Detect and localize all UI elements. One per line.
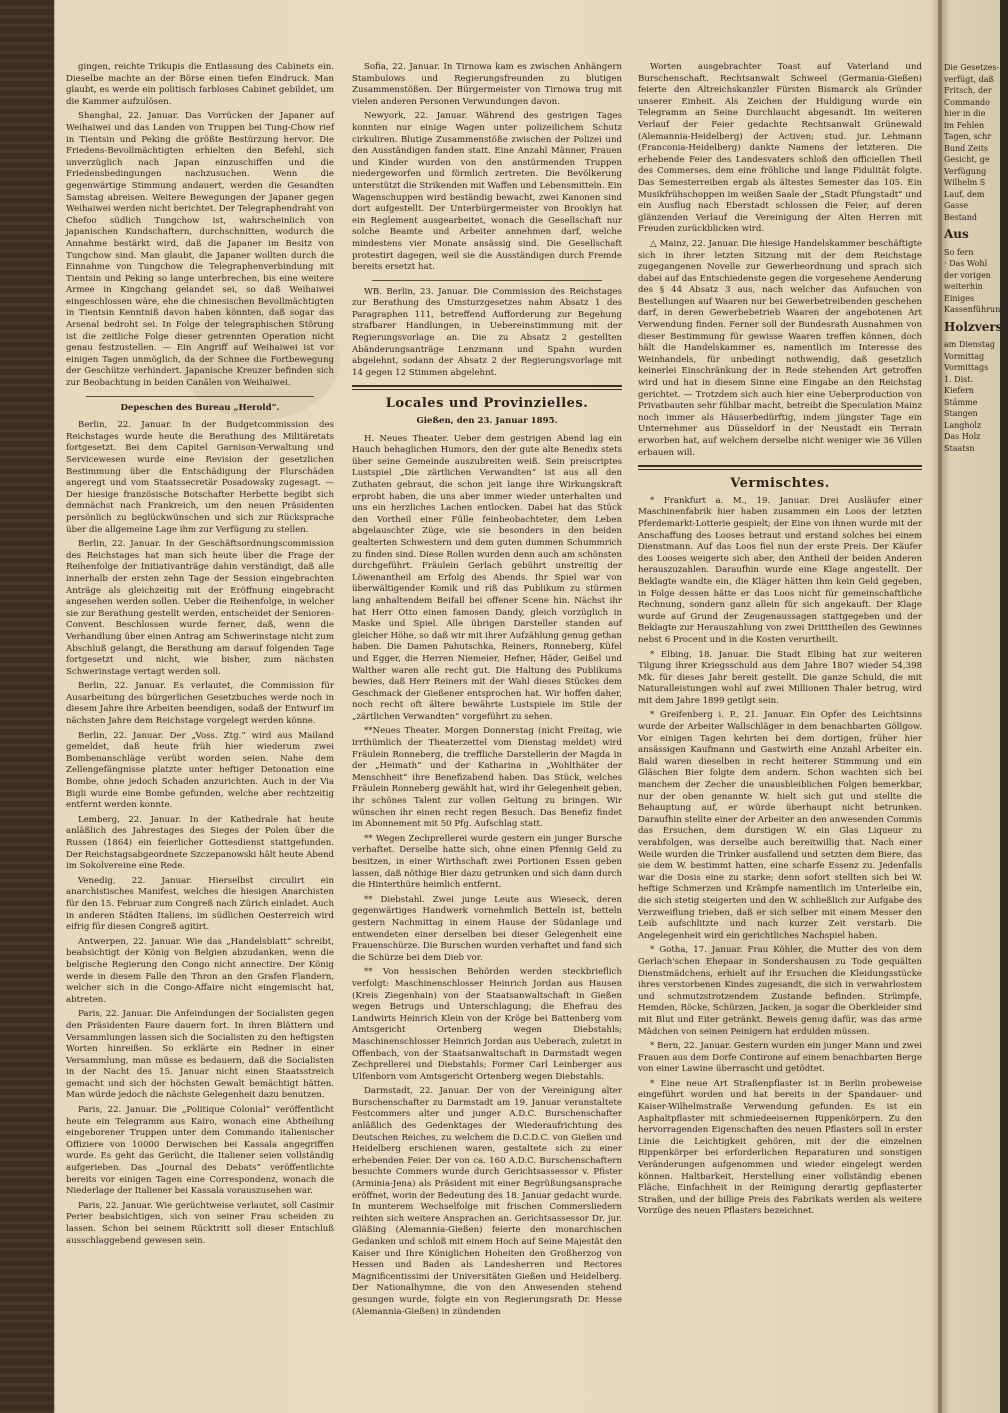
strip-line: Commando bbox=[944, 97, 990, 107]
strip-line: 1. Dist. bbox=[944, 374, 974, 384]
page-fold-edge bbox=[938, 0, 942, 1413]
article-paris-2: Paris, 22. Januar. Die „Politique Colonial“ veröffentlicht heute ein Telegramm aus Kairo, wonach eine Abtheilung eingeborener Truppen unter dem Commando italienischer Offiziere von 10000 Derwischen bei Kassala angegriffen wurde. Es geht das Gerücht, die Italiener seien vollständig aufgerieben. Das „Journal des Debats“ veröffentlichte bereits vor einigen Tagen eine Correspondenz, wonach die Niederlage der Italiener bei Kassala vorauszusehen war. bbox=[66, 1105, 334, 1197]
article-theater-1: H. Neues Theater. Ueber dem gestrigen Abend lag ein Hauch behaglichen Humors, den der gute alte Benedix stets über seine Gemeinde auszubreiten weiß. Sein preiscriptes Lustspiel „Die zärtlichen Verwandten“ ist aus all den Zuthaten gebraut, die schon jeit lange ihre Wirkungskraft erprobt haben, die uns aber immer wieder unterhalten und uns ein herzliches Lachen entlocken. Dabei hat das Stück den Vortheil einer Fülle feinbeobachteter, dem Leben abgelauschter Züge, wie sie besonders in den beiden gealterten Schwestern und dem guten dummen Schummrich zu finden sind. Diese Rollen wurden denn auch am schönsten durchgeführt. Fräulein Gerlach gebührt unstreitig der Löwenantheil am Erfolg des Abends. Ihr Spiel war von überwältigender Komik und riß das Publikum zu stürmen lang anhaltendem Beifall bei offener Scene hin. Nächst ihr hat Herr Otto einen famosen Dandy, gleich vorzüglich in Maske und Spiel. Alle übrigen Darsteller standen auf gleicher Höhe, so daß wir mit ihrer Aufzählung genug gethan haben. Die Damen Pahutschka, Reiners, Ronneberg, Küfel und Egger, die Herren Niemeier, Hefner, Häder, Geißel und Walther waren alle recht gut. Die Haltung des Publikums bewies, daß Herr Reiners mit der Wahl dieses Stückes dem Geschmack der Gießener entsprochen hat. Wir hoffen daher, noch recht oft ältere bewährte Lustspiele im Stile der „zärtlichen Verwandten“ vorgeführt zu sehen. bbox=[352, 433, 622, 722]
strip-line: Einiges bbox=[944, 293, 975, 303]
strip-line: Die Gesetzes- bbox=[944, 63, 1000, 72]
article-bern: * Bern, 22. Januar. Gestern wurden ein junger Mann und zwei Frauen aus dem Dorfe Contirone auf einem benachbarten Berge von einer Lawine überrascht und getödtet. bbox=[638, 1041, 922, 1075]
strip-line: verfügt, daß bbox=[944, 74, 994, 84]
heading-depeschen: Depeschen des Bureau „Herold“. bbox=[120, 402, 280, 413]
strip-line: Das Holz bbox=[944, 432, 981, 441]
article-diebstahl: ** Diebstahl. Zwei junge Leute aus Wieseck, deren gegenwärtiges Handwerk vornehmlich Betteln ist, betteln gestern Nachmittag in einem Hause der Südanlage und entwendeten einer derselben bei dieser Gelegenheit eine Frauenschürze. Die Burschen wurden verhaftet und fand sich die Schürze bei dem Dieb vor. bbox=[352, 894, 622, 963]
strip-title-holz: Holzverst bbox=[944, 319, 1008, 334]
article-wb-berlin: WB. Berlin, 23. Januar. Die Commission des Reichstages zur Berathung des Umsturzgesetzes nahm Absatz 1 des Paragraphen 111, betreffend Aufforderung zur Begehung strafbarer Handlungen, in Uebereinstimmung mit der Regierungsvorlage an. Die zu Absatz 2 gestellten Abänderungsanträge Lenzmann und Spahn wurden abgelehnt, sodann der Absatz 2 der Regierungsvorlage mit 14 gegen 12 Stimmen abgelehnt. bbox=[352, 286, 622, 378]
column-1 bbox=[66, 62, 334, 1250]
dateline-giessen: Gießen, den 23. Januar 1895. bbox=[416, 416, 558, 427]
article-berlin-3: Berlin, 22. Januar. Es verlautet, die Commission für Ausarbeitung des bürgerlichen Gesetzbuches werde noch in diesem Jahre ihre Arbeiten beendigen, sodaß der Entwurf im nächsten Jahre dem Reichstage vorgelegt werden könne. bbox=[66, 681, 334, 727]
double-rule bbox=[638, 465, 922, 470]
strip-line: Lauf, dem bbox=[944, 189, 985, 199]
article-frankfurt: * Frankfurt a. M., 19. Januar. Drei Ausläufer einer Maschinenfabrik hier haben zusammen ein Loos der letzten Pferdemarkt-Lotterie gespielt; der Eine von ihnen wurde mit der Anschaffung des Looses betraut und erstand solches bei einem Dienstmann. Auf das Loos fiel nun der erste Preis. Der Käufer des Looses weigerte sich aber, den Antheil der beiden Anderen herauszuzahlen. Daraufhin wurde eine Klage angestellt. Der Beklagte wandte ein, die Kläger hätten ihm kein Geld gegeben, in Folge dessen hätte er das Loos nicht für gemeinschaftliche Rechnung, sondern ganz allein für sich angekauft. Der Klage wurde auf Grund der Zeugenaussagen stattgegeben und der Beklagte zur Herauszahlung von zwei Dritttheilen des Gewinnes nebst 6 Procent und in die Kosten verurtheilt. bbox=[638, 495, 922, 645]
strip-line: Stangen bbox=[944, 409, 978, 418]
article-greifenberg: * Greifenberg i. P., 21. Januar. Ein Opfer des Leichtsinns wurde der Arbeiter Wallschläger in dem benachbarten Göllgow. Vor einigen Tagen kehrten bei dem dortigen, früher hier ansässigen Kaufmann und Gastwirth eine Anzahl Arbeiter ein. Bald waren dieselben in recht heiterer Stimmung und ein Gläschen Bier folgte dem andern. Schon wachten sich bei manchem der Zecher die unausbleiblichen Folgen bemerkbar, nur der oben genannte W. hielt sich gut und stellte die Behauptung auf, er würde überhaupt nicht betrunken. Daraufhin stellte einer der Arbeiter an den anwesenden Commis das Ersuchen, dem durstigen W. ein Glas Liqueur zu verabfolgen, was derselbe auch bereitwillig that. Nach einer Weile wurden die Trinker ausfallend und setzten dem Biere, das sie dem W. bestimmt hatten, eine scharfe Essenz zu. Jedenfalls war die Dosis eine zu starke; denn sofort stellten sich bei W. heftige Schmerzen und Krämpfe namentlich im Unterleibe ein, die sich stetig steigerten und den W. schließlich zur Aufgabe des Verzweiflung trieben, daß er sich selber mit einem Messer den Leib aufschlitzte und nach kurzer Zeit verstarb. Die Angelegenheit wird ein gerichtliches Nachspiel haben. bbox=[638, 710, 922, 941]
article-lemberg: Lemberg, 22. Januar. In der Kathedrale hat heute anläßlich des Jahrestages des Sieges der Polen über die Russen (1864) ein feierlicher Gottesdienst stattgefunden. Der Reichstagsabgeordnete Szczepanowski hält heute Abend im Sokolvereine eine Rede. bbox=[66, 814, 334, 872]
divider bbox=[86, 396, 314, 397]
article-steckbrief: ** Von hessischen Behörden werden steckbrieflich verfolgt: Maschinenschlosser Heinrich Jordan aus Hausen (Kreis Ziegenhain) von der Staatsanwaltschaft in Gießen wegen Betrugs und Unterschlagung; die Ehefrau des Landwirts Heinrich Klein von der Kröge bei Battenberg vom Amtsgericht Ortenberg wegen Diebstahls; Maschinenschlosser Heinrich Jordan aus Ueberach, zuletzt in Offenbach, von der Staatsanwaltschaft in Darmstadt wegen Zechprellerei und Diebstahls; Former Carl Leinberger aus Ulfenborn vom Amtsgericht Ortenberg wegen Diebstahls. bbox=[352, 967, 622, 1082]
article-strassenpflaster: * Eine neue Art Straßenpflaster ist in Berlin probeweise eingeführt worden und hat bereits in der Spandauer- und Kaiser-Wilhelmstraße Verwendung gefunden. Es ist ein Asphaltpflaster mit schmiedeeisernen Rippenkörpern. Zu den hervorragenden Eigenschaften des neuen Pflasters soll in erster Linie die Leichtigkeit gehören, mit der die einzelnen Rippenkörper bei erforderlichen Reparaturen und sonstigen Veränderungen aufgenommen und wieder eingelegt werden können. Haltbarkeit, Herstellung einer vollständig ebenen Fläche, Einfachheit in der Reinigung derartig gepflasterter Straßen, und der billige Preis des Fabrikats werden als weitere Vorzüge des neuen Pflasters bezeichnet. bbox=[638, 1078, 922, 1217]
strip-line: Tagen, schr bbox=[944, 132, 992, 141]
strip-line: Bund Zeits bbox=[944, 143, 989, 153]
strip-line: Vormittag bbox=[944, 351, 985, 361]
article-antwerpen: Antwerpen, 22. Januar. Wie das „Handelsblatt“ schreibt, beabsichtigt der König von Belgien abzudanken, wenn die belgische Regierung den Congo nicht annectire. Der König werde in diesem Falle den Thron an den Grafen Flandern, welcher sich in die Congo-Affaire nicht eingemischt hat, abtreten. bbox=[66, 936, 334, 1005]
double-rule bbox=[352, 385, 622, 390]
article-paris-1: Paris, 22. Januar. Die Anfeindungen der Socialisten gegen den Präsidenten Faure dauern fort. In ihren Blättern und Versammlungen lassen sich die Socialisten zu den heftigsten Worten hinreißen. So erklärte ein Redner in einer Versammlung, man müsse es bedauern, daß die Socialisten in der Nacht des 15. Januar nicht einen Staatsstreich gemacht und sich der höchsten Gewalt bemächtigt hätten. Man würde jedoch die nächste Gelegenheit dazu benutzen. bbox=[66, 1009, 334, 1101]
strip-title-aus: Aus bbox=[944, 227, 969, 241]
strip-line: Kiefern bbox=[944, 386, 974, 395]
article-shanghai: Shanghai, 22. Januar. Das Vorrücken der Japaner auf Weihaiwei und das Landen von Truppen bei Tung-Chow rief in Tientsin und Peking die größte Bestürzung hervor. Die Friedens-Bevollmächtigten erhielten den Befehl, sich unverzüglich nach Japan einzuschiffen und die Friedensbedingungen nachzusuchen. Wenn die gegenwärtige Stimmung andauert, werden die Gesandten Samstag abreisen. Weitere Bewegungen der Japaner gegen Weihaiwei werden nicht berichtet. Der Telegraphendraht von Chefoo südlich Tungchow ist, wahrscheinlich von japanischen Kundschaftern, durchschnitten, wodurch die Annahme bestärkt wird, daß die Japaner im Besitz von Tungchow sind. Man glaubt, die Japaner wollten durch die Einnahme von Tungchow die Telegraphenverbindung mit Tientsin und Peking so lange unterbrechen, bis eine weitere Armee in Kingchang gelandet sei, so daß Weihaiwei eingeschlossen wäre, ehe die chinesischen Bevollmächtigten in Tientsin Kenntniß davon haben könnten, daß sogar das Arsenal bedroht sei. In Folge der telegraphischen Störung ist die zeitliche Folge dieser getrennten Operation nicht genau festzustellen. — Ein Angriff auf Weihaiwei ist vor einigen Tagen unmöglich, da der Schnee die Fortbewegung der Geschütze verhindert. Japanische Kreuzer befinden sich zur Beobachtung in beiden Canälen von Weihaiwei. bbox=[66, 111, 334, 389]
strip-line: Bestand bbox=[944, 212, 977, 222]
strip-line: im Fehlen bbox=[944, 120, 985, 130]
book-binding bbox=[0, 0, 54, 1413]
article-darmstadt: Darmstadt, 22. Januar. Der von der Vereinigung alter Burschenschafter zu Darmstadt am 19. Januar veranstaltete Festcommers alter und junger A.D.C. Burschenschafter anläßlich des Gedenktages der Wiederaufrichtung des Deutschen Reiches, zu welchem die D.C.D.C. von Gießen und Heidelberg erschienen waren, gestaltete sich zu einer erhebenden Feier. Der von ca. 160 A.D.C. Burschenschaftern besuchte Commers wurde durch Gerichtsassessor v. Pfister (Arminia-Jena) als Präsident mit einer Begrüßungsansprache eröffnet, worin der Bedeutung des 18. Januar gedacht wurde. In munterem Wechselfolge mit frischen Commersliedern reihten sich weitere Ansprachen an. Gerichtsassessor Dr. jur. Gläßing (Alemannia-Gießen) feierte den monarchischen Gedanken und schloß mit einem Hoch auf Seine Majestät den Kaiser und Ihre Königlichen Hoheiten den Großherzog von Hessen und Baden als Landesherren und Rectores Magnificentissimi der Universitäten Gießen und Heidelberg. Der Nationalhymne, die von den Anwesenden stehend gesungen wurde, folgte ein von Regierungsrath Dr. Hesse (Alemannia-Gießen) in zündenden bbox=[352, 1086, 622, 1317]
strip-line: Verfügung bbox=[944, 166, 987, 176]
column-2 bbox=[352, 62, 622, 1321]
strip-line: weiterhin bbox=[944, 282, 983, 291]
strip-line: Kassenführung bbox=[944, 305, 1006, 314]
strip-line: Gasse bbox=[944, 201, 969, 210]
article-theater-2: **Neues Theater. Morgen Donnerstag (nicht Freitag, wie irrthümlich der Theaterzettel vom Dienstag meldet) wird Fräulein Ronneberg, die treffliche Darstellerin der Magda in der „Heimath“ und der Katharina in „Wohlthäter der Menschheit“ ihre Benefizabend haben. Das Stück, welches Fräulein Ronneberg gewählt hat, wird ihr Gelegenheit geben, ihr schönes Talent zur vollen Geltung zu bringen. Wir wünschen ihr einen recht regen Besuch. Das Benefiz findet im Abonnement mit 50 Pfg. Aufschlag statt. bbox=[352, 726, 622, 830]
section-locales: Locales und Provinzielles. bbox=[385, 396, 589, 412]
divider bbox=[372, 280, 602, 281]
section-vermischtes: Vermischtes. bbox=[730, 476, 830, 492]
strip-line: der vorigen bbox=[944, 270, 991, 280]
strip-line: Langholz bbox=[944, 420, 982, 430]
strip-line: Stämme bbox=[944, 397, 978, 407]
strip-line: Gesicht, ge bbox=[944, 155, 990, 164]
article-darmstadt-cont: Worten ausgebrachter Toast auf Vaterland und Burschenschaft. Rechtsanwalt Schweel (Germania-Gießen) feierte den Altreichskanzler Fürsten Bismarck als Gründer unserer Einheit. Als Zeichen der Huldigung wurde ein Telegramm an Seine Durchlaucht abgesandt. Im weiteren Verlauf der Feier gedachte Rechtsanwalt Grünewald (Alemannia-Heidelberg) der Activen; stud. jur. Lehmann (Franconia-Heidelberg) dankte Namens der letzteren. Die erhebende Feier des Landesvaters schloß den officiellen Theil des Commerses, dem eine fröhliche und lange Fidulität folgte. Das Semesterreiben ergab als ältestes Semester das 105. Ein Musikfrühschoppen im weißen Saale der „Stadt Pfungstadt“ und ein Ausflug nach Eberstadt schlossen die Feier, auf deren glänzenden Verlauf die Vereinigung der Alten Herren mit Freuden zurückblicken wird. bbox=[638, 62, 922, 235]
article-newyork: Newyork, 22. Januar. Während des gestrigen Tages konnten nur einige Wagen unter polizeilichem Schutz cirkuliren. Blutige Zusammenstöße zwischen der Polizei und den Ausständigen fanden statt. Eine Anzahl Männer, Frauen und Kinder wurden von den anstürmenden Truppen niedergeworfen und förmlich zertreten. Die Bevölkerung unterstützt die Strikenden mit Waffen und Lebensmitteln. Ein Wagenschuppen wird beständig bewacht, zwei Kanonen sind dort aufgestellt. Der Unterbürgermeister von Brooklyn hat ein Reglement ausgearbeitet, wonach die Gesellschaft nur solche Beamte und Arbeiter annehmen darf, welche mindestens vier Monate ansässig sind. Die Gesellschaft protestirt dagegen, weil sie die Ausständigen durch Fremde bereits ersetzt hat. bbox=[352, 111, 622, 273]
article-gotha: * Gotha, 17. Januar. Frau Köhler, die Mutter des von dem Gerlach'schen Ehepaar in Sondershausen zu Tode gequälten Dienstmädchens, erhielt auf ihr Ersuchen die Kleidungsstücke ihres verstorbenen Kindes zugesandt, die sich in verwahrlostem und schmutzstrotzendem Zustande befinden. Strümpfe, Hemden, Röcke, Schürzen, Jacken, ja sogar die Oberkleider sind mit Blut und Eiter getränkt. Beweis genug dafür, was das arme Mädchen von seinen Peinigern hat erdulden müssen. bbox=[638, 945, 922, 1037]
column-3 bbox=[638, 62, 922, 1221]
article-sofia: Sofia, 22. Januar. In Tirnowa kam es zwischen Anhängern Stambulows und Regierungsfreunden zu blutigen Zusammenstößen. Der Bürgermeister von Tirnowa trug mit vielen anderen Personen Verwundungen davon. bbox=[352, 62, 622, 107]
article-mainz: △ Mainz, 22. Januar. Die hiesige Handelskammer beschäftigte sich in ihrer letzten Sitzung mit der dem Reichstage zugegangenen Novelle zur Gewerbeordnung und sprach sich dabei auf das Entschiedenste gegen die vorgesehene Aenderung des § 44 Absatz 3 aus, nach welcher das Aufsuchen von Bestellungen auf Waaren nur bei Gewerbetreibenden geschehen darf, in deren Gewerbebetrieb Waaren der angebotenen Art Verwendung finden. Ferner soll der Bundesrath Ausnahmen von dieser Bestimmung für gewisse Waaren treffen können, doch hält die Handelskammer es, namentlich im Interesse des Weinhandels, für unbedingt nothwendig, daß gesetzlich keinerlei Einschränkung der in Rede stehenden Art getroffen wird und hat in diesem Sinne eine Eingabe an den Reichstag gerichtet. — Trotzdem sich auch hier eine Ueberproduction von Privatbauten sehr fühlbar macht, betreibt die Speculation Mainz noch immer als Häuserbedürftig, indem jüngster Tage ein Unternehmer aus Düsseldorf in der Neustadt ein Terrain erworben hat, auf welchem derselbe nicht weniger wie 36 Villen erbauen will. bbox=[638, 238, 922, 458]
article-berlin-4: Berlin, 22. Januar. Der „Voss. Ztg.“ wird aus Mailand gemeldet, daß heute früh hier wiederum zwei Bombenanschläge verübt worden seien. Nahe dem Zellengefängnisse platzte unter heftiger Detonation eine Bombe, ohne jedoch Schaden anzurichten. Auch in der Via Bigli wurde eine Bombe gefunden, welche aber rechtzeitig entfernt werden konnte. bbox=[66, 730, 334, 811]
strip-line: hier in die bbox=[944, 109, 986, 118]
strip-line: Vormittags bbox=[944, 363, 989, 372]
article-elbing: * Elbing, 18. Januar. Die Stadt Elbing hat zur weiteren Tilgung ihrer Kriegsschuld aus dem Jahre 1807 wieder 54,398 Mk. für dieses Jahr bereit gestellt. Die ganze Schuld, die mit Naturalleistungen wohl auf zwei Millionen Thaler betrug, wird mit dem Jahre 1899 getilgt sein. bbox=[638, 649, 922, 706]
adjacent-page-strip bbox=[944, 62, 1008, 1362]
article-berlin-2: Berlin, 22. Januar. In der Geschäftsordnungscommission des Reichstages hat man sich heute über die Frage der Reihenfolge der Initiativanträge dahin verständigt, daß alle innerhalb der ersten zehn Tage der Session eingebrachten Anträge als gleichzeitig mit der Eröffnung eingebracht angesehen werden sollen. Ueber die Reihenfolge, in welcher sie zur Berathung gestellt werden, entscheidet der Senioren-Convent. Beschlossen wurde ferner, daß, wenn die Verhandlung über einen Antrag am Schwerinstage nicht zum Abschluß gelangt, die Berathung am darauf folgenden Tage fortgesetzt und nicht, wie bisher, zum nächsten Schwerinstage vertagt werden soll. bbox=[66, 539, 334, 677]
article-berlin-1: Berlin, 22. Januar. In der Budgetcommission des Reichstages wurde heute die Berathung des Militäretats fortgesetzt. Bei dem Capitel Garnison-Verwaltung und Servicewesen wurde eine Revision der gesetzlichen Bestimmung über die Entschädigung der Flurschäden angeregt und vom Staatssecretär Posadowsky zugesagt. — Der hiesige französische Botschafter Herbette begibt sich demnächst nach Frankreich, um den neuen Präsidenten persönlich zu beglückwünschen und sich zur Rücksprache über die allgemeine Lage ihm zur Verfügung zu stellen. bbox=[66, 420, 334, 535]
article-venedig: Venedig, 22. Januar. Hierselbst circulirt ein anarchistisches Manifest, welches die hiesigen Anarchisten für den 15. Februar zum Congreß nach Zürich einladet. Auch in anderen Städten Italiens, im südlichen Oesterreich wird eifrig für diesen Congreß agitirt. bbox=[66, 875, 334, 933]
strip-line: am Dienstag bbox=[944, 340, 995, 349]
strip-line: Wilhelm S bbox=[944, 178, 986, 187]
strip-line: Staatsn bbox=[944, 443, 975, 453]
strip-line: Fritsch, der bbox=[944, 86, 992, 95]
article-zechprellerei: ** Wegen Zechprellerei wurde gestern ein junger Bursche verhaftet. Derselbe hatte sich, ohne einen Pfennig Geld zu besitzen, in einer Wirthschaft zwei Portionen Essen geben lassen, daß nöthige Bier dazu getrunken und sich dann durch die Hinterthüre heimlich entfernt. bbox=[352, 833, 622, 891]
article-paris-3: Paris, 22. Januar. Wie gerüchtweise verlautet, soll Casimir Perier beabsichtigen, sich von seiner Frau scheiden zu lassen. Schon bei seinem Rücktritt soll dieser Entschluß ausschlaggebend gewesen sein. bbox=[66, 1200, 334, 1246]
article-athens: gingen, reichte Trikupis die Entlassung des Cabinets ein. Dieselbe machte an der Börse einen tiefen Eindruck. Man glaubt, es werde ein politisch farbloses Cabinet gebildet, um die Kammer aufzulösen. bbox=[66, 62, 334, 107]
strip-line: So fern bbox=[944, 247, 974, 257]
strip-line: · Das Wohl bbox=[944, 259, 988, 268]
